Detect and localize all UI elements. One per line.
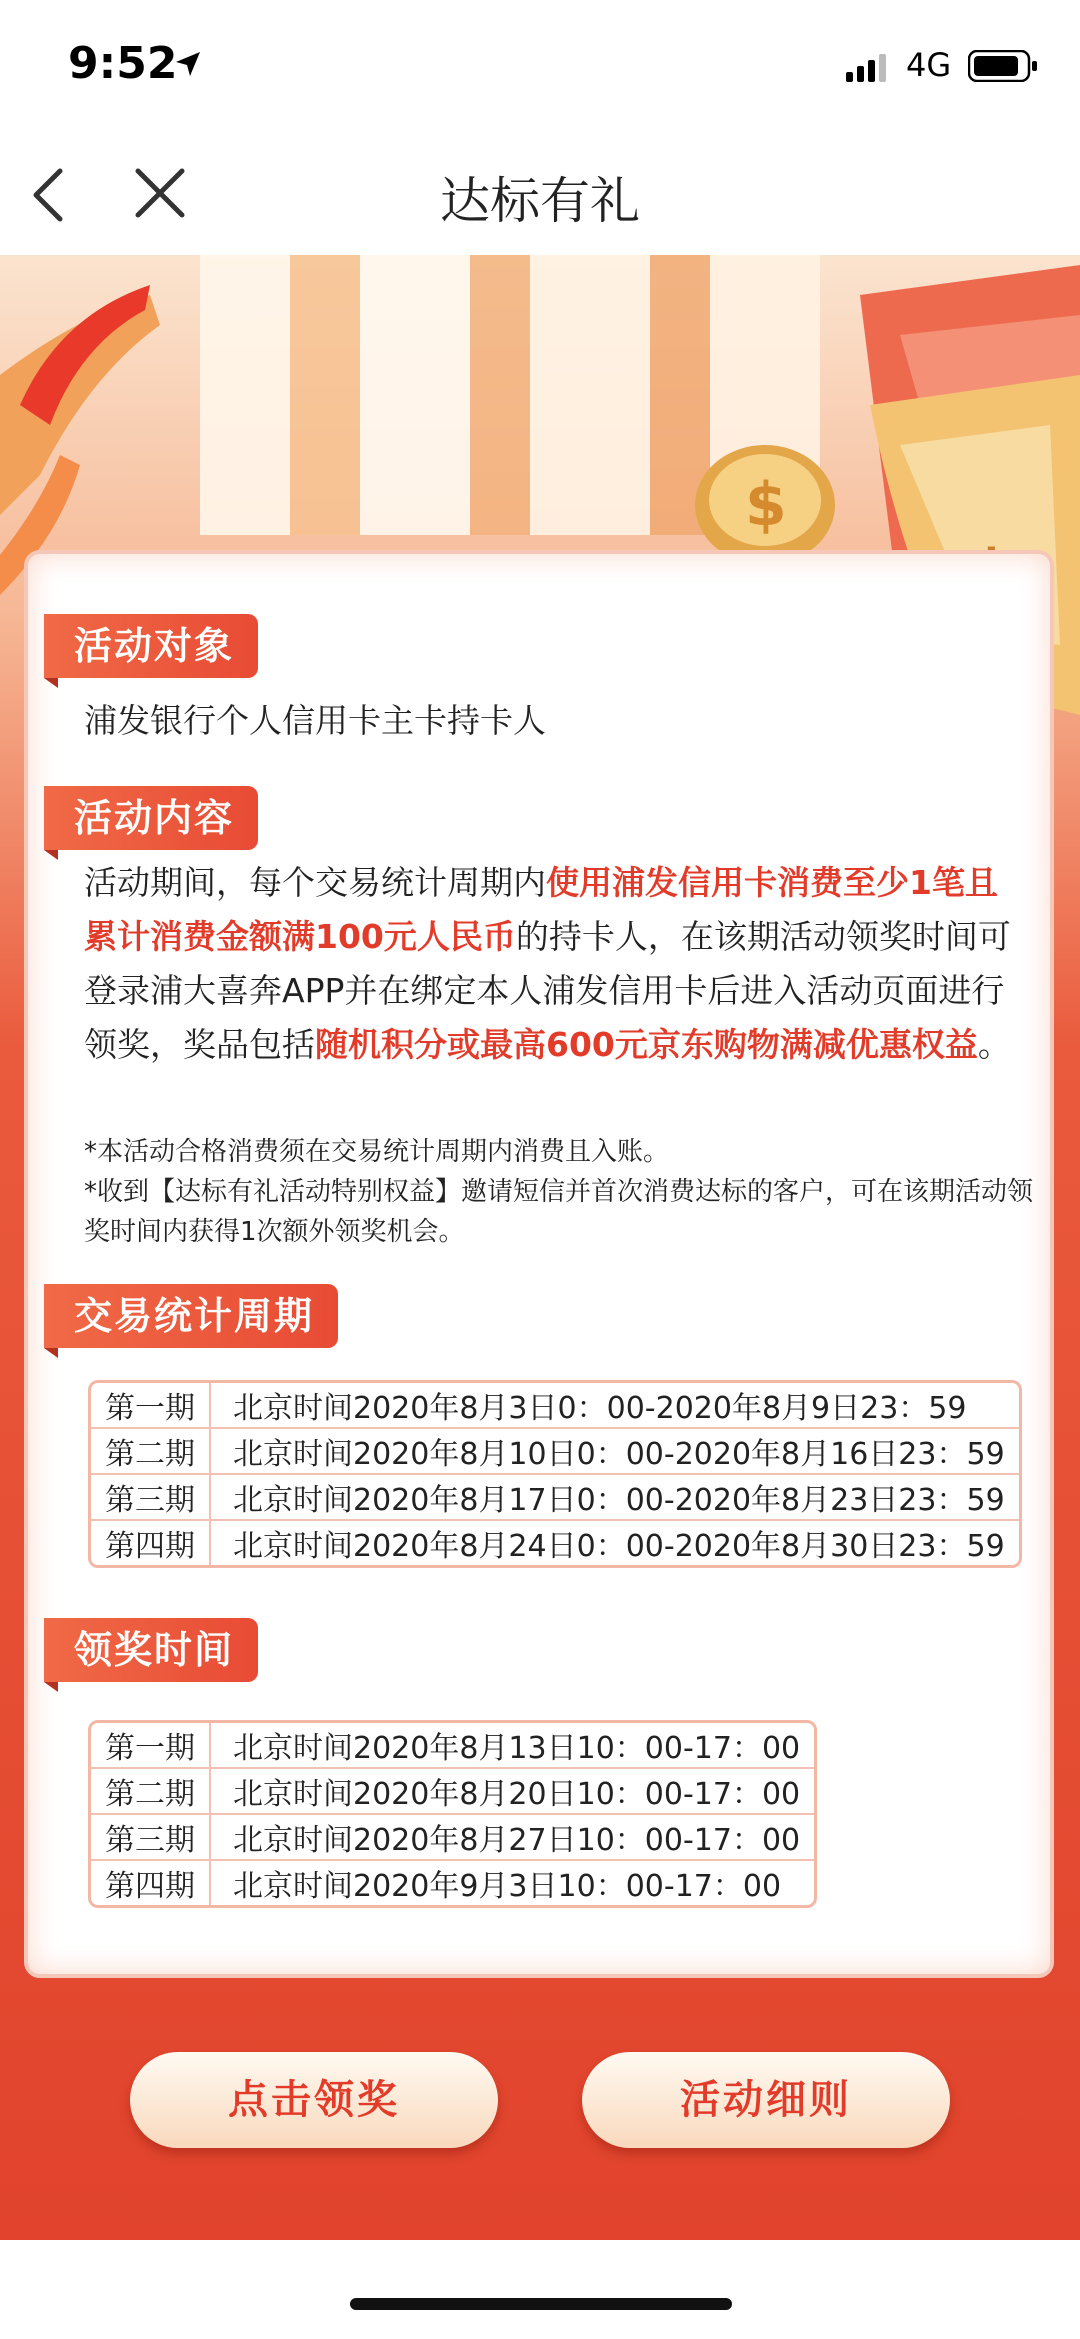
period-label: 第一期 — [91, 1383, 211, 1429]
table-row — [91, 1475, 1019, 1521]
table-row — [91, 1429, 1019, 1475]
period-label: 第四期 — [91, 1861, 211, 1905]
content-note-1: *本活动合格消费须在交易统计周期内消费且入账。 — [84, 1137, 670, 1167]
home-indicator[interactable] — [350, 2298, 732, 2310]
period-label: 第二期 — [91, 1429, 211, 1475]
battery-icon — [968, 50, 1038, 82]
table-row — [91, 1769, 814, 1815]
period-value: 北京时间2020年8月24日0：00-2020年8月30日23：59 — [233, 1529, 1005, 1564]
activity-rules-button[interactable]: 活动细则 — [582, 2052, 950, 2148]
content-highlight-1: 使用浦发信用卡消费至少1笔且累计消费金额满100元人民币 — [84, 863, 998, 956]
content-text-1: 活动期间，每个交易统计周期内 — [84, 863, 546, 902]
period-label: 第二期 — [91, 1769, 211, 1815]
section-tag-target: 活动对象 — [44, 614, 258, 678]
content-text-3: 。 — [977, 1025, 1011, 1064]
content-paragraph — [84, 856, 1024, 1072]
period-value: 北京时间2020年8月20日10：00-17：00 — [211, 1769, 814, 1815]
nav-bar — [0, 135, 1080, 255]
page-title: 达标有礼 — [440, 172, 640, 230]
table-row — [91, 1383, 1019, 1429]
period-label: 第四期 — [91, 1521, 211, 1565]
activity-card — [24, 550, 1054, 1978]
table-row — [91, 1861, 814, 1905]
target-text: 浦发银行个人信用卡主卡持卡人 — [84, 701, 546, 740]
period-value: 北京时间2020年8月10日0：00-2020年8月16日23：59 — [211, 1429, 1019, 1475]
period-value: 北京时间2020年8月27日10：00-17：00 — [211, 1815, 814, 1861]
stat-period-table — [88, 1380, 1022, 1568]
table-row — [91, 1815, 814, 1861]
period-label: 第三期 — [91, 1815, 211, 1861]
claim-time-table — [88, 1720, 817, 1908]
location-arrow-icon — [174, 50, 202, 78]
period-value: 北京时间2020年8月3日0：00-2020年8月9日23：59 — [211, 1383, 1019, 1429]
period-value: 北京时间2020年9月3日10：00-17：00 — [233, 1869, 782, 1904]
period-value: 北京时间2020年8月13日10：00-17：00 — [211, 1723, 814, 1769]
period-label: 第一期 — [91, 1723, 211, 1769]
period-value: 北京时间2020年8月17日0：00-2020年8月23日23：59 — [211, 1475, 1019, 1521]
section-tag-stat-period: 交易统计周期 — [44, 1284, 338, 1348]
content-highlight-2: 随机积分或最高600元京东购物满减优惠权益 — [315, 1025, 978, 1064]
section-tag-claim-time: 领奖时间 — [44, 1618, 258, 1682]
period-label: 第三期 — [91, 1475, 211, 1521]
content-text-2: 的持卡人，在该期活动领奖时间可登录浦大喜奔APP并在绑定本人浦发信用卡后进入活动页面进行领奖，奖品包括 — [84, 917, 1011, 1064]
signal-icon — [846, 52, 890, 82]
table-row — [91, 1723, 814, 1769]
table-row — [91, 1521, 1019, 1565]
network-type: 4G — [906, 46, 952, 84]
claim-reward-button[interactable]: 点击领奖 — [130, 2052, 498, 2148]
status-time: 9:52 — [68, 38, 178, 89]
status-bar — [0, 0, 1080, 135]
section-tag-content: 活动内容 — [44, 786, 258, 850]
svg-text:$: $ — [745, 470, 787, 540]
content-note-2: *收到【达标有礼活动特别权益】邀请短信并首次消费达标的客户，可在该期活动领奖时间内获得1次额外领奖机会。 — [84, 1177, 1034, 1247]
